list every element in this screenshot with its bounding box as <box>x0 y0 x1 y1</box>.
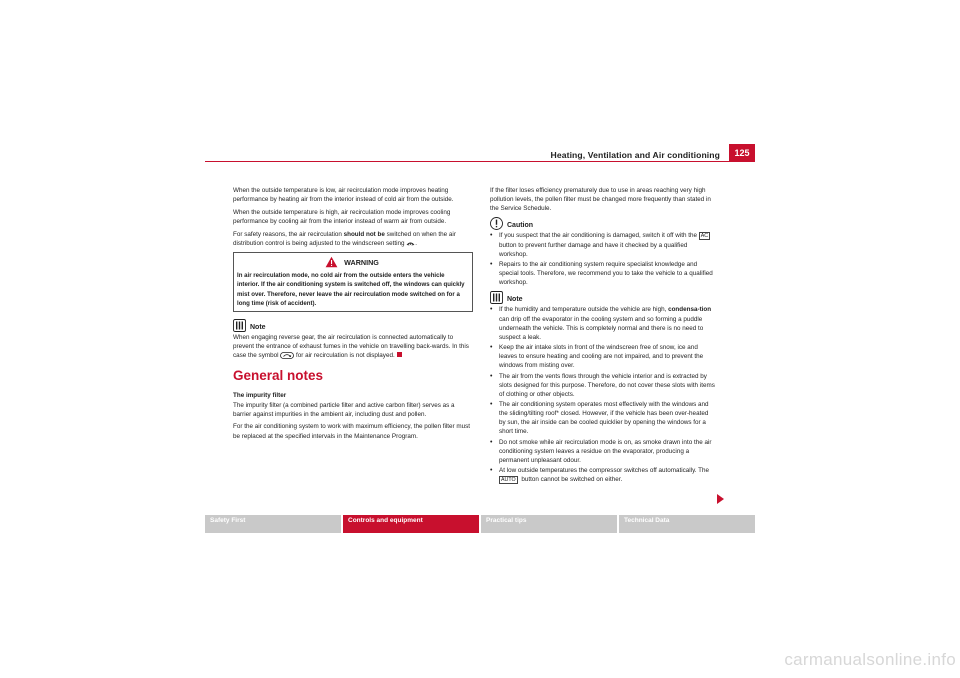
note-text: When engaging reverse gear, the air recirculation is connected automatically to prevent the entrance of exhaust fumes in the vehicle on travelling back-wards. In this case the symbol for air recirculation is not displayed. <box>233 333 469 360</box>
end-of-section-mark <box>397 352 402 357</box>
watermark: carmanualsonline.info <box>784 650 956 669</box>
paragraph: When the outside temperature is low, air recirculation mode improves heating performance by heating air from the interior instead of cold air from the outside. <box>233 187 454 204</box>
left-column <box>233 186 473 444</box>
bullet-icon: • <box>490 400 493 408</box>
bullet-icon: • <box>490 438 493 446</box>
list-item: • If you suspect that the air conditioning is damaged, switch it off with the AC button to prevent further damage and have it checked by a qualified workshop. <box>490 232 709 258</box>
warning-header <box>237 256 467 268</box>
note-icon <box>490 291 503 304</box>
caution-header <box>490 217 716 230</box>
bullet-icon: • <box>490 467 493 475</box>
caution-icon <box>490 217 503 230</box>
bullet-icon: • <box>490 372 493 380</box>
right-column <box>490 186 716 485</box>
footer-tab-practical-tips[interactable]: Practical tips <box>481 515 617 533</box>
auto-key-label: AUTO <box>501 477 516 484</box>
bullet-icon: • <box>490 232 493 240</box>
list-item: • Do not smoke while air recirculation mode is on, as smoke drawn into the air conditioning system leaves a residue on the evaporator, producing a permanent unpleasant odour. <box>490 438 712 464</box>
footer-tab-safety-first[interactable]: Safety First <box>205 515 341 533</box>
list-item: • If the humidity and temperature outside the vehicle are high, condensa-tion can drip off the evaporator in the cooling system and so forming a puddle underneath the vehicle. This is completely normal and there is no need to suspect a leak. <box>490 306 712 341</box>
bullet-icon: • <box>490 306 493 314</box>
warning-triangle-icon <box>325 256 338 268</box>
warning-title: WARNING <box>344 257 379 267</box>
ac-key-label: AC <box>700 233 709 240</box>
header-rule <box>205 161 729 162</box>
note-icon <box>233 319 246 332</box>
note-title: Note <box>250 323 266 331</box>
list-item: • Keep the air intake slots in front of the windscreen free of snow, ice and leaves to ensure heating and cooling are not impaired, and to prevent the windows from misting over. <box>490 344 704 370</box>
caution-title: Caution <box>507 222 534 230</box>
windscreen-defrost-icon <box>406 240 415 247</box>
paragraph: For the air conditioning system to work with maximum efficiency, the pollen filter must be replaced at the specified intervals in the Maintenance Program. <box>233 423 471 440</box>
air-recirculation-icon <box>280 352 294 359</box>
bullet-icon: • <box>490 344 493 352</box>
note-header <box>233 319 473 332</box>
section-title: General notes <box>233 368 324 384</box>
note-header <box>490 291 716 304</box>
page-number: 125 <box>729 144 755 162</box>
note-title: Note <box>507 296 523 304</box>
warning-box <box>233 252 473 312</box>
next-page-arrow-icon[interactable] <box>717 494 724 504</box>
paragraph: When the outside temperature is high, air recirculation mode improves cooling performance by cooling air from the interior instead of warm air from outside. <box>233 208 451 226</box>
bullet-icon: • <box>490 260 493 268</box>
footer-tab-technical-data[interactable]: Technical Data <box>619 515 755 533</box>
warning-text: In air recirculation mode, no cold air from the outside enters the vehicle interior. If the air conditioning system is switched off, the windows can quickly mist over. Therefore, never leave the air recirculation mode switched on for a long time (risk of accident). <box>237 272 465 307</box>
footer-tab-controls-and-equipment[interactable]: Controls and equipment <box>343 515 479 533</box>
paragraph: The impurity filter (a combined particle filter and active carbon filter) serves as a barrier against impurities in the ambient air, including dust and pollen. <box>233 401 455 418</box>
sub-title: The impurity filter <box>233 392 287 400</box>
paragraph: If the filter loses efficiency prematurely due to use in areas reaching very high pollution levels, the pollen filter must be changed more frequently than stated in the Service Schedule. <box>490 187 711 213</box>
footer-nav <box>205 515 755 533</box>
list-item: • The air conditioning system operates most effectively with the windows and the sliding/tilting roof* closed. However, if the vehicle has been over-heated by sun, the air inside can be cooled quicklier by opening the windows for a short time. <box>490 400 709 436</box>
page-header-title: Heating, Ventilation and Air conditioning <box>550 150 720 160</box>
list-item: • Repairs to the air conditioning system require specialist knowledge and special tools. Therefore, we recommend you to take the vehicle to a qualified workshop. <box>490 260 713 287</box>
list-item: • The air from the vents flows through the vehicle interior and is extracted by slots designed for this purpose. Therefore, do not cover these slots with items of clothing or other objects. <box>490 372 715 398</box>
paragraph: For safety reasons, the air recirculation should not be switched on when the air distribution control is being adjusted to the windscreen setting . <box>233 230 456 247</box>
list-item: • At low outside temperatures the compressor switches off automatically. The AUTO button cannot be switched on either. <box>490 467 709 484</box>
